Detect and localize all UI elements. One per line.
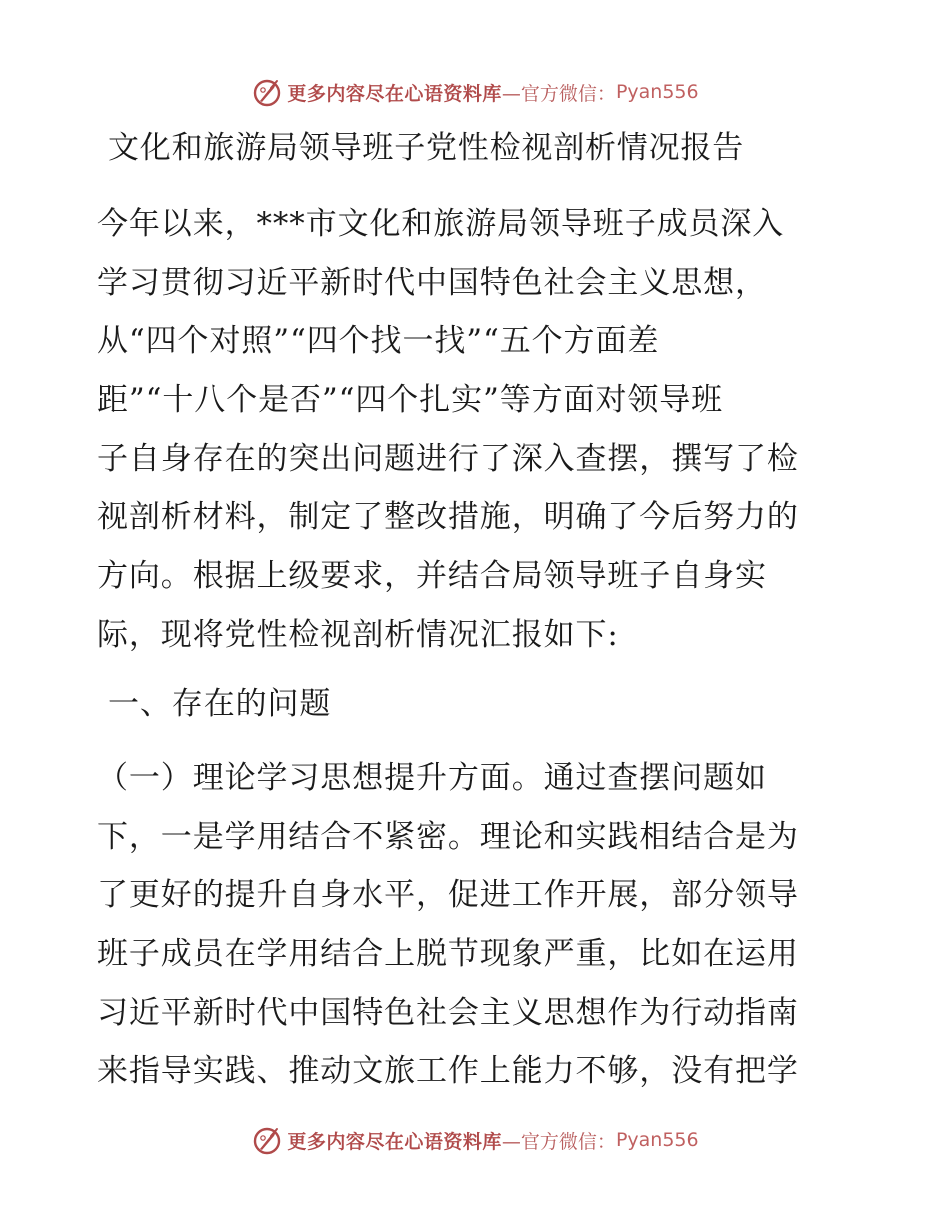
banner-separator: —官方微信： [501, 82, 616, 105]
paragraph-line: 了更好的提升自身水平，促进工作开展，部分领导 [97, 877, 799, 914]
banner-separator: —官方微信： [501, 1130, 616, 1153]
banner-contact: Pyan556 [615, 1129, 699, 1151]
paragraph-line: 方向。根据上级要求，并结合局领导班子自身实 [97, 558, 767, 595]
paragraph-line: 习近平新时代中国特色社会主义思想作为行动指南 [97, 994, 799, 1031]
header-watermark-banner [0, 72, 950, 112]
footer-watermark-banner [0, 1120, 950, 1160]
banner-text: 更多内容尽在心语资料库 [287, 82, 502, 105]
paragraph-line: 学习贯彻习近平新时代中国特色社会主义思想， [97, 264, 767, 301]
banner-text: 更多内容尽在心语资料库 [287, 1130, 502, 1153]
paragraph-line: 距”“十八个是否”“四个扎实”等方面对领导班 [97, 382, 724, 419]
section-paragraph [97, 749, 857, 1101]
paragraph-line: 视剖析材料，制定了整改措施，明确了今后努力的 [97, 499, 799, 536]
paragraph-line: 际，现将党性检视剖析情况汇报如下: [97, 616, 619, 653]
paragraph-line: 子自身存在的突出问题进行了深入查摆，撰写了检 [97, 440, 799, 477]
paragraph-line: 来指导实践、推动文旅工作上能力不够，没有把学 [97, 1053, 799, 1090]
document-title: 文化和旅游局领导班子党性检视剖析情况报告 [108, 130, 744, 166]
section-heading: 一、存在的问题 [108, 686, 332, 722]
paragraph-line: （一）理论学习思想提升方面。通过查摆问题如 [97, 760, 767, 796]
paragraph-line: 从“四个对照”“四个找一找”“五个方面差 [97, 323, 660, 360]
banner-contact: Pyan556 [615, 81, 699, 103]
intro-paragraph [97, 195, 857, 665]
paragraph-line: 今年以来，***市文化和旅游局领导班子成员深入 [97, 206, 785, 242]
paragraph-line: 下，一是学用结合不紧密。理论和实践相结合是为 [97, 818, 799, 855]
quill-logo-icon [251, 76, 283, 108]
paragraph-line: 班子成员在学用结合上脱节现象严重，比如在运用 [97, 936, 799, 973]
quill-logo-icon [251, 1124, 283, 1156]
